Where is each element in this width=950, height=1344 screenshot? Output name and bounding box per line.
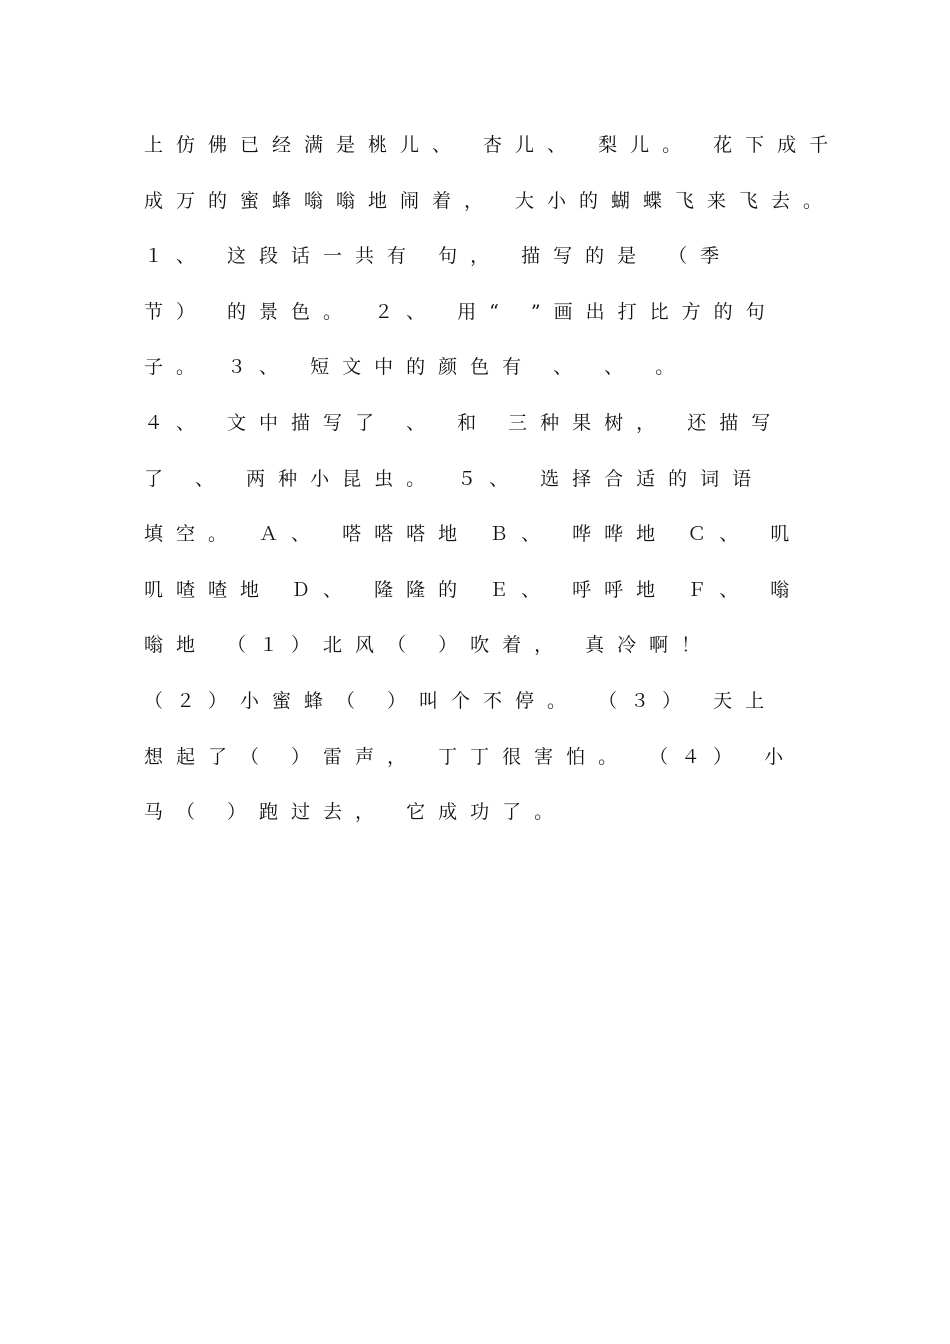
text-line: 节） 的景色。 ２、 用“ ”画出打比方的句 <box>144 301 778 323</box>
text-line: 想起了（ ）雷声， 丁丁很害怕。 （４） 小 <box>144 746 797 768</box>
text-line: 上仿佛已经满是桃儿、 杏儿、 梨儿。 花下成千 <box>144 134 842 156</box>
text-line: 子。 ３、 短文中的颜色有 、 、 。 <box>144 356 688 378</box>
text-line: ４、 文中描写了 、 和 三种果树， 还描写 <box>144 412 784 434</box>
text-line: 马（ ）跑过去， 它成功了。 <box>144 801 567 823</box>
text-line: （２）小蜜蜂（ ）叫个不停。 （３） 天上 <box>144 690 778 712</box>
text-line: 填空。 Ａ、 嗒嗒嗒地 Ｂ、 哗哗地 Ｃ、 叽 <box>144 523 803 545</box>
text-line: １、 这段话一共有 句， 描写的是 （季 <box>144 245 733 267</box>
text-line: 叽喳喳地 Ｄ、 隆隆的 Ｅ、 呼呼地 Ｆ、 嗡 <box>144 579 803 601</box>
text-line: 嗡地 （１）北风（ ）吹着， 真冷啊！ <box>144 634 714 656</box>
text-line: 成万的蜜蜂嗡嗡地闹着， 大小的蝴蝶飞来飞去。 <box>144 190 836 212</box>
text-line: 了 、 两种小昆虫。 ５、 选择合适的词语 <box>144 468 765 490</box>
